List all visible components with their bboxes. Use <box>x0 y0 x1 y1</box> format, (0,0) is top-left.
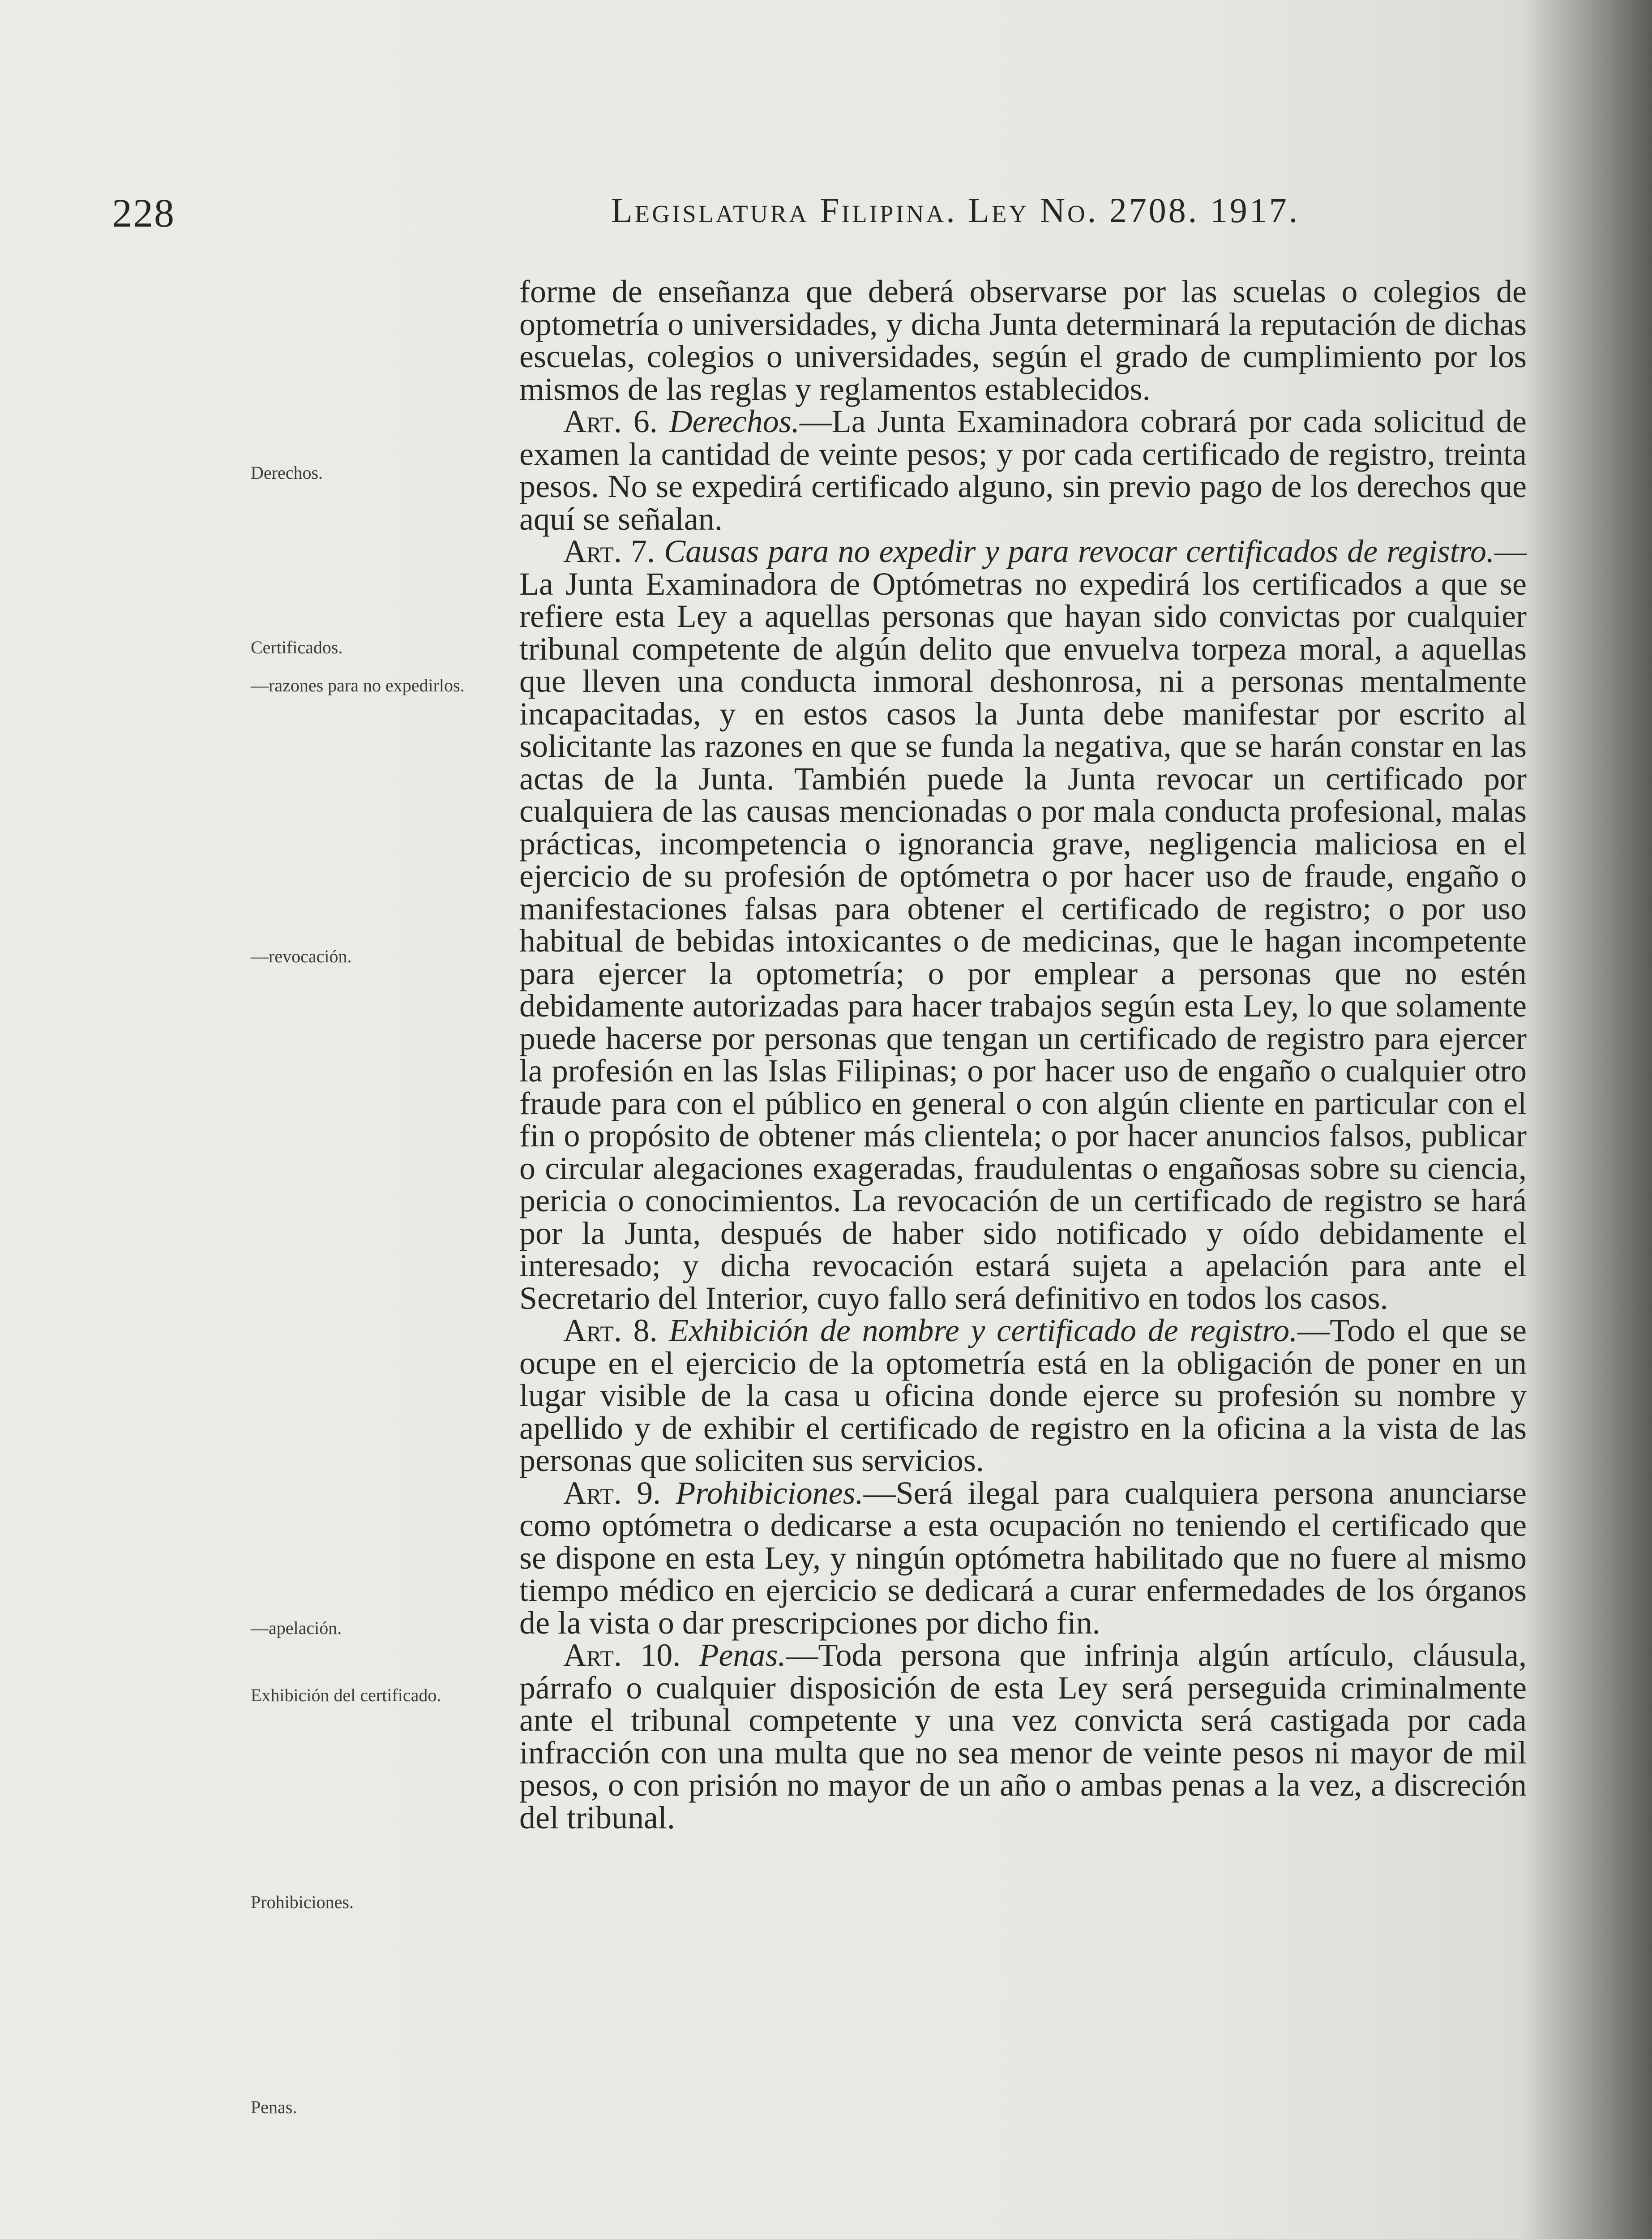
article-text: —Toda persona que infrinja algún artículo, cláusula, párrafo o cualquier disposición de esta Ley será perseguida criminalmente ante el tribunal competente y una vez convicta será castigada por cada infracción con una multa que no sea menor de veinte pesos ni mayor de mil pesos, o con prisión no mayor de un año o ambas penas a la vez, a discreción del tribunal. <box>519 1637 1527 1836</box>
article-number: Art. 8. <box>563 1313 658 1348</box>
article-title: Prohibiciones. <box>676 1475 864 1511</box>
margin-note-revocacion: —revocación. <box>251 946 352 966</box>
article-7 <box>519 535 1527 1314</box>
article-text: —Todo el que se ocupe en el ejercicio de la optometría está en la obligación de poner en un lugar visible de la casa u oficina donde ejerce su profesión su nombre y apellido y de exhibir el certificado de registro en la oficina a la vista de las personas que soliciten sus servicios. <box>519 1313 1527 1478</box>
article-text: —La Junta Examinadora cobrará por cada solicitud de examen la cantidad de veinte pesos; y por cada certificado de registro, treinta pesos. No se expedirá certificado alguno, sin previo pago de los derechos que aquí se señalan. <box>519 403 1527 537</box>
margin-note-derechos: Derechos. <box>251 463 323 483</box>
paragraph-continuation: forme de enseñanza que deberá observarse por las scuelas o colegios de optometría o universidades, y dicha Junta determinará la reputación de dichas escuelas, colegios o universidades, según el grado de cumplimiento por los mismos de las reglas y reglamentos establecidos. <box>519 274 1527 407</box>
margin-note-exhibicion: Exhibición del certificado. <box>251 1685 441 1705</box>
article-title: Derechos. <box>669 403 800 439</box>
body-text <box>519 275 1527 1834</box>
article-number: Art. 6. <box>563 403 658 439</box>
article-8 <box>519 1314 1527 1477</box>
article-title: Causas para no expedir y para revocar certificados de registro. <box>664 533 1494 569</box>
page-number: 228 <box>112 191 175 236</box>
margin-note-razones: —razones para no expedirlos. <box>251 675 465 695</box>
margin-note-apelacion: —apelación. <box>251 1618 342 1638</box>
article-title: Penas. <box>699 1637 786 1673</box>
article-number: Art. 9. <box>563 1475 661 1511</box>
margin-note-penas: Penas. <box>251 2097 297 2117</box>
article-title: Exhibición de nombre y certificado de registro. <box>669 1313 1298 1348</box>
margin-note-prohibiciones: Prohibiciones. <box>251 1892 354 1912</box>
article-number: Art. 7. <box>563 533 655 569</box>
running-head: Legislatura Filipina. Ley No. 2708. 1917. <box>611 191 1300 230</box>
article-number: Art. 10. <box>563 1637 681 1673</box>
article-text: —La Junta Examinadora de Optómetras no expedirá los certificados a que se refiere esta Ley a aquellas personas que hayan sido convictas por cualquier tribunal competente de algún delito que envuelva torpeza moral, a aquellas que lleven una conducta inmoral deshonrosa, ni a personas mentalmente incapacitadas, y en estos casos la Junta debe manifestar por escrito al solicitante las razones en que se funda la negativa, que se harán constar en las actas de la Junta. También puede la Junta revocar un certificado por cualquiera de las causas mencionadas o por mala conducta profesional, malas prácticas, incompetencia o ignorancia grave, negligencia maliciosa en el ejercicio de su profesión de optómetra o por hacer uso de fraude, engaño o manifestaciones falsas para obtener el certificado de registro; o por uso habitual de bebidas intoxicantes o de medicinas, que le hagan incompetente para ejercer la optometría; o por emplear a personas que no estén debidamente autorizadas para hacer trabajos según esta Ley, lo que solamente puede hacerse por personas que tengan un certificado de registro para ejercer la profesión en las Islas Filipinas; o por hacer uso de engaño o cualquier otro fraude para con el público en general o con algún cliente en particular con el fin o propósito de obtener más clientela; o por hacer anuncios falsos, publicar o circular alegaciones exageradas, fraudulentas o engañosas sobre su ciencia, pericia o conocimientos. La revocación de un certificado de registro se hará por la Junta, después de haber sido notificado y oído debidamente el interesado; y dicha revocación estará sujeta a apelación para ante el Secretario del Interior, cuyo fallo será definitivo en todos los casos. <box>519 533 1527 1316</box>
margin-note-certificados: Certificados. <box>251 637 343 657</box>
article-text: —Será ilegal para cualquiera persona anunciarse como optómetra o dedicarse a esta ocupación no teniendo el certificado que se dispone en esta Ley, y ningún optómetra habilitado que no fuere al mismo tiempo médico en ejercicio se dedicará a curar enfermedades de los órganos de la vista o dar prescripciones por dicho fin. <box>519 1475 1527 1641</box>
margin-notes <box>0 0 501 2239</box>
article-9 <box>519 1477 1527 1639</box>
article-10 <box>519 1639 1527 1834</box>
article-6 <box>519 405 1527 535</box>
